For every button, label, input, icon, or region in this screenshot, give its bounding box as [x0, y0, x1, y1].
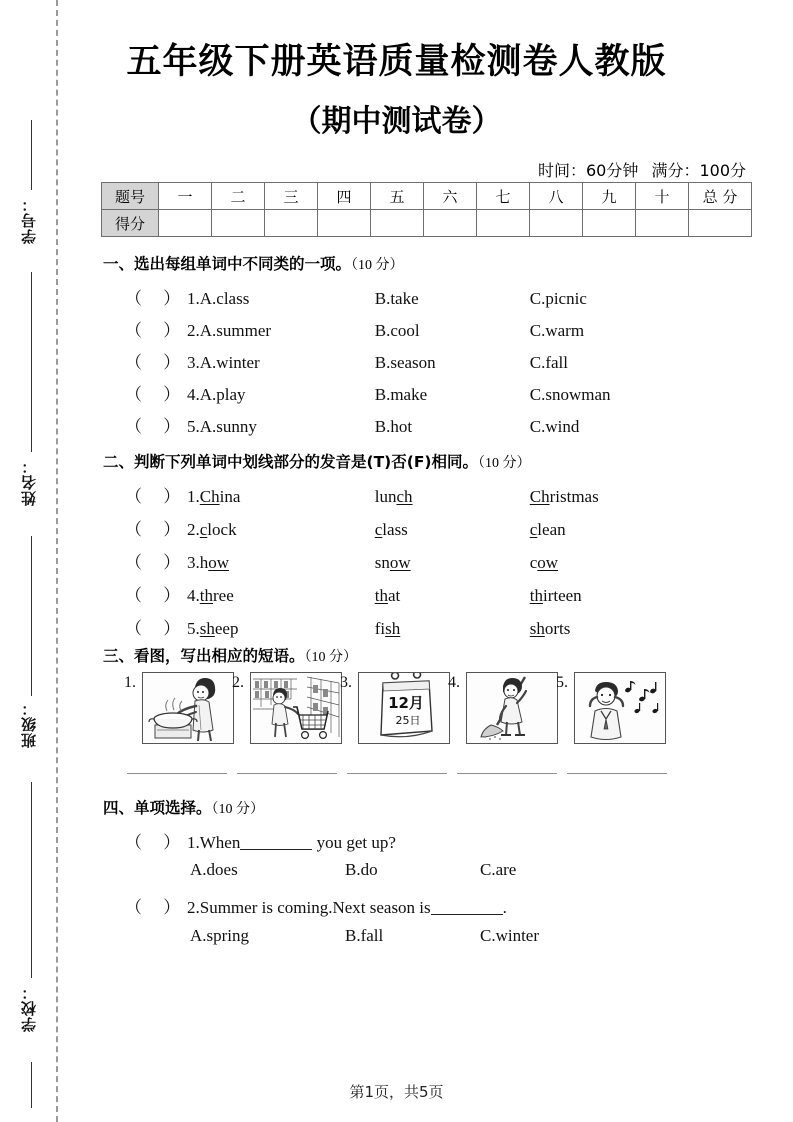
margin-label-name: 姓名：: [20, 458, 38, 506]
picture-item-1: [124, 672, 240, 754]
s4-q2-blank[interactable]: [431, 914, 503, 915]
s4-q1-stem-before: When: [199, 833, 241, 852]
score-cell-1[interactable]: [159, 210, 212, 237]
margin-label-school: 学校：: [20, 984, 38, 1032]
s1-answer-box-3[interactable]: （ ）: [125, 353, 181, 372]
s1-q1-opt-a[interactable]: A.class: [199, 289, 250, 308]
margin-rule-4: [31, 782, 32, 978]
s4-question-2: [125, 893, 765, 919]
s2-question-1: [125, 482, 765, 508]
margin-rule-3: [31, 536, 32, 696]
exam-meta: [530, 158, 746, 181]
score-table: [101, 182, 752, 237]
table-row-scores: [102, 210, 752, 237]
score-cell-6[interactable]: [424, 210, 477, 237]
s1-answer-box-4[interactable]: （ ）: [125, 385, 181, 404]
calendar-icon: [358, 672, 450, 744]
col-header-2: 二: [212, 183, 265, 210]
s1-question-1: [125, 284, 765, 310]
col-header-6: 六: [424, 183, 477, 210]
s4-question-2-options: [190, 926, 539, 946]
s1-q1-opt-c[interactable]: C.picnic: [529, 289, 587, 308]
page-footer: 第1页，共5页: [349, 1083, 444, 1101]
score-cell-10[interactable]: [636, 210, 689, 237]
s2-answer-box-5[interactable]: （ ）: [125, 619, 181, 638]
sealing-dashed-line: [56, 0, 58, 1122]
s4-q2-opt-c[interactable]: C.winter: [480, 926, 540, 945]
col-header-9: 九: [583, 183, 636, 210]
s1-q3-opt-a[interactable]: A.winter: [199, 353, 260, 372]
s1-q4-num: 4.: [187, 385, 200, 404]
row-label-score: 得分: [102, 210, 159, 237]
s1-q5-opt-c[interactable]: C.wind: [529, 417, 580, 436]
picture-item-2: [232, 672, 348, 754]
s4-q1-num: 1.: [187, 833, 200, 852]
s2-q3-word-b: snow: [374, 553, 411, 572]
s2-q3-word-c: cow: [529, 553, 559, 572]
section-1-points: （10 分）: [351, 258, 404, 273]
s1-q3-opt-b[interactable]: B.season: [374, 353, 436, 372]
score-cell-3[interactable]: [265, 210, 318, 237]
s2-question-3: [125, 548, 765, 574]
s2-q4-num: 4.: [187, 586, 200, 605]
picture-item-4: [448, 672, 564, 754]
s1-question-5: [125, 412, 765, 438]
s2-answer-box-1[interactable]: （ ）: [125, 487, 181, 506]
col-header-1: 一: [159, 183, 212, 210]
page-title: 五年级下册英语质量检测卷人教版: [126, 41, 667, 82]
s1-q2-opt-a[interactable]: A.summer: [199, 321, 272, 340]
svg-text:12月: 12月: [388, 694, 424, 712]
section-2-heading: [103, 450, 531, 472]
s4-question-1: [125, 828, 765, 854]
score-cell-7[interactable]: [477, 210, 530, 237]
section-1-heading: [103, 252, 404, 274]
section-2-title: 二、判断下列单词中划线部分的发音是(T)否(F)相同。: [103, 453, 478, 471]
section-3-points: （10 分）: [304, 650, 358, 665]
section-4-title: 四、单项选择。: [103, 799, 212, 817]
s3-answer-blank-5[interactable]: [567, 773, 667, 774]
s2-q5-word-b: fish: [374, 619, 401, 638]
s4-q1-blank[interactable]: [240, 849, 312, 850]
col-header-5: 五: [371, 183, 424, 210]
s2-answer-box-2[interactable]: （ ）: [125, 520, 181, 539]
margin-label-student-id: 学号：: [20, 196, 38, 244]
s4-q1-opt-a[interactable]: A.does: [190, 860, 238, 879]
s1-q1-opt-b[interactable]: B.take: [374, 289, 419, 308]
s1-q3-num: 3.: [187, 353, 200, 372]
col-header-7: 七: [477, 183, 530, 210]
s2-q2-word-c: clean: [529, 520, 566, 539]
s4-question-1-options: [190, 860, 516, 880]
section-4-points: （10 分）: [211, 802, 265, 817]
s1-q3-opt-c[interactable]: C.fall: [529, 353, 568, 372]
s1-answer-box-2[interactable]: （ ）: [125, 321, 181, 340]
s4-answer-box-2[interactable]: （ ）: [125, 898, 181, 917]
section-1-title: 一、选出每组单词中不同类的一项。: [103, 255, 352, 273]
s2-answer-box-4[interactable]: （ ）: [125, 586, 181, 605]
s1-question-3: [125, 348, 765, 374]
s2-question-2: [125, 515, 765, 541]
section-2-points: （10 分）: [478, 456, 531, 471]
s2-q3-word-a: how: [199, 553, 230, 572]
score-cell-9[interactable]: [583, 210, 636, 237]
s4-q1-stem-after: you get up?: [316, 833, 396, 852]
s2-q4-word-c: thirteen: [529, 586, 582, 605]
score-cell-5[interactable]: [371, 210, 424, 237]
s1-q2-opt-c[interactable]: C.warm: [529, 321, 585, 340]
s2-q1-word-c: Christmas: [529, 487, 599, 506]
col-header-3: 三: [265, 183, 318, 210]
s1-q5-opt-b[interactable]: B.hot: [374, 417, 413, 436]
s1-answer-box-5[interactable]: （ ）: [125, 417, 181, 436]
margin-rule-2: [31, 272, 32, 452]
margin-label-class: 班级：: [20, 700, 38, 748]
row-label-question-no: 题号: [102, 183, 159, 210]
s4-q2-num: 2.: [187, 898, 200, 917]
exam-full-score: 满分：100分: [651, 161, 746, 180]
pic-1-num: 1.: [124, 674, 136, 691]
s1-q5-num: 5.: [187, 417, 200, 436]
score-cell-total[interactable]: [689, 210, 752, 237]
s3-answer-blank-1[interactable]: [127, 773, 227, 774]
pic-2-num: 2.: [232, 674, 244, 691]
pic-5-num: 5.: [556, 674, 568, 691]
s1-q5-opt-a[interactable]: A.sunny: [199, 417, 257, 436]
s1-q4-opt-c[interactable]: C.snowman: [529, 385, 611, 404]
col-header-4: 四: [318, 183, 371, 210]
table-row-question-numbers: [102, 183, 752, 210]
svg-text:25日: 25日: [395, 714, 421, 727]
s4-q1-opt-c[interactable]: C.are: [480, 860, 517, 879]
s2-q1-num: 1.: [187, 487, 200, 506]
col-header-10: 十: [636, 183, 689, 210]
section-3-title: 三、看图，写出相应的短语。: [103, 647, 305, 665]
pic-3-num: 3.: [340, 674, 352, 691]
s2-q5-word-c: shorts: [529, 619, 571, 638]
listening-music-icon: [574, 672, 666, 744]
s2-q2-word-b: class: [374, 520, 408, 539]
picture-item-3: [340, 672, 456, 754]
s2-q5-word-a: sheep: [199, 619, 239, 638]
s1-q4-opt-a[interactable]: A.play: [199, 385, 246, 404]
section-4-heading: [103, 796, 264, 818]
s4-q2-opt-b[interactable]: B.fall: [345, 926, 384, 945]
s2-answer-box-3[interactable]: （ ）: [125, 553, 181, 572]
cooking-dinner-icon: [142, 672, 234, 744]
s2-q4-word-b: that: [374, 586, 401, 605]
s1-question-2: [125, 316, 765, 342]
section-3-heading: [103, 644, 357, 666]
shopping-cart-icon: [250, 672, 342, 744]
s4-q2-stem-before: Summer is coming.Next season is: [199, 898, 431, 917]
exam-time: 时间：60分钟: [537, 161, 639, 180]
s3-answer-blank-3[interactable]: [347, 773, 447, 774]
s4-answer-box-1[interactable]: （ ）: [125, 833, 181, 852]
s1-q2-opt-b[interactable]: B.cool: [374, 321, 420, 340]
s2-q5-num: 5.: [187, 619, 200, 638]
score-cell-2[interactable]: [212, 210, 265, 237]
s2-q1-word-a: China: [199, 487, 241, 506]
s2-q4-word-a: three: [199, 586, 234, 605]
s1-question-4: [125, 380, 765, 406]
s1-q2-num: 2.: [187, 321, 200, 340]
sweeping-floor-icon: [466, 672, 558, 744]
pic-4-num: 4.: [448, 674, 460, 691]
s4-q2-stem-after: .: [502, 898, 507, 917]
s2-question-4: [125, 581, 765, 607]
s4-q1-opt-b[interactable]: B.do: [345, 860, 378, 879]
s2-question-5: [125, 614, 765, 640]
page-subtitle: （期中测试卷）: [291, 104, 502, 139]
s1-answer-box-1[interactable]: （ ）: [125, 289, 181, 308]
s1-q1-num: 1.: [187, 289, 200, 308]
s1-q4-opt-b[interactable]: B.make: [374, 385, 428, 404]
picture-item-5: [556, 672, 672, 754]
score-cell-8[interactable]: [530, 210, 583, 237]
s3-answer-blank-4[interactable]: [457, 773, 557, 774]
col-header-total: 总 分: [689, 183, 752, 210]
s2-q3-num: 3.: [187, 553, 200, 572]
s2-q1-word-b: lunch: [374, 487, 413, 506]
s4-q2-opt-a[interactable]: A.spring: [190, 926, 250, 945]
s3-answer-blank-2[interactable]: [237, 773, 337, 774]
score-cell-4[interactable]: [318, 210, 371, 237]
col-header-8: 八: [530, 183, 583, 210]
s2-q2-num: 2.: [187, 520, 200, 539]
s2-q2-word-a: clock: [199, 520, 237, 539]
